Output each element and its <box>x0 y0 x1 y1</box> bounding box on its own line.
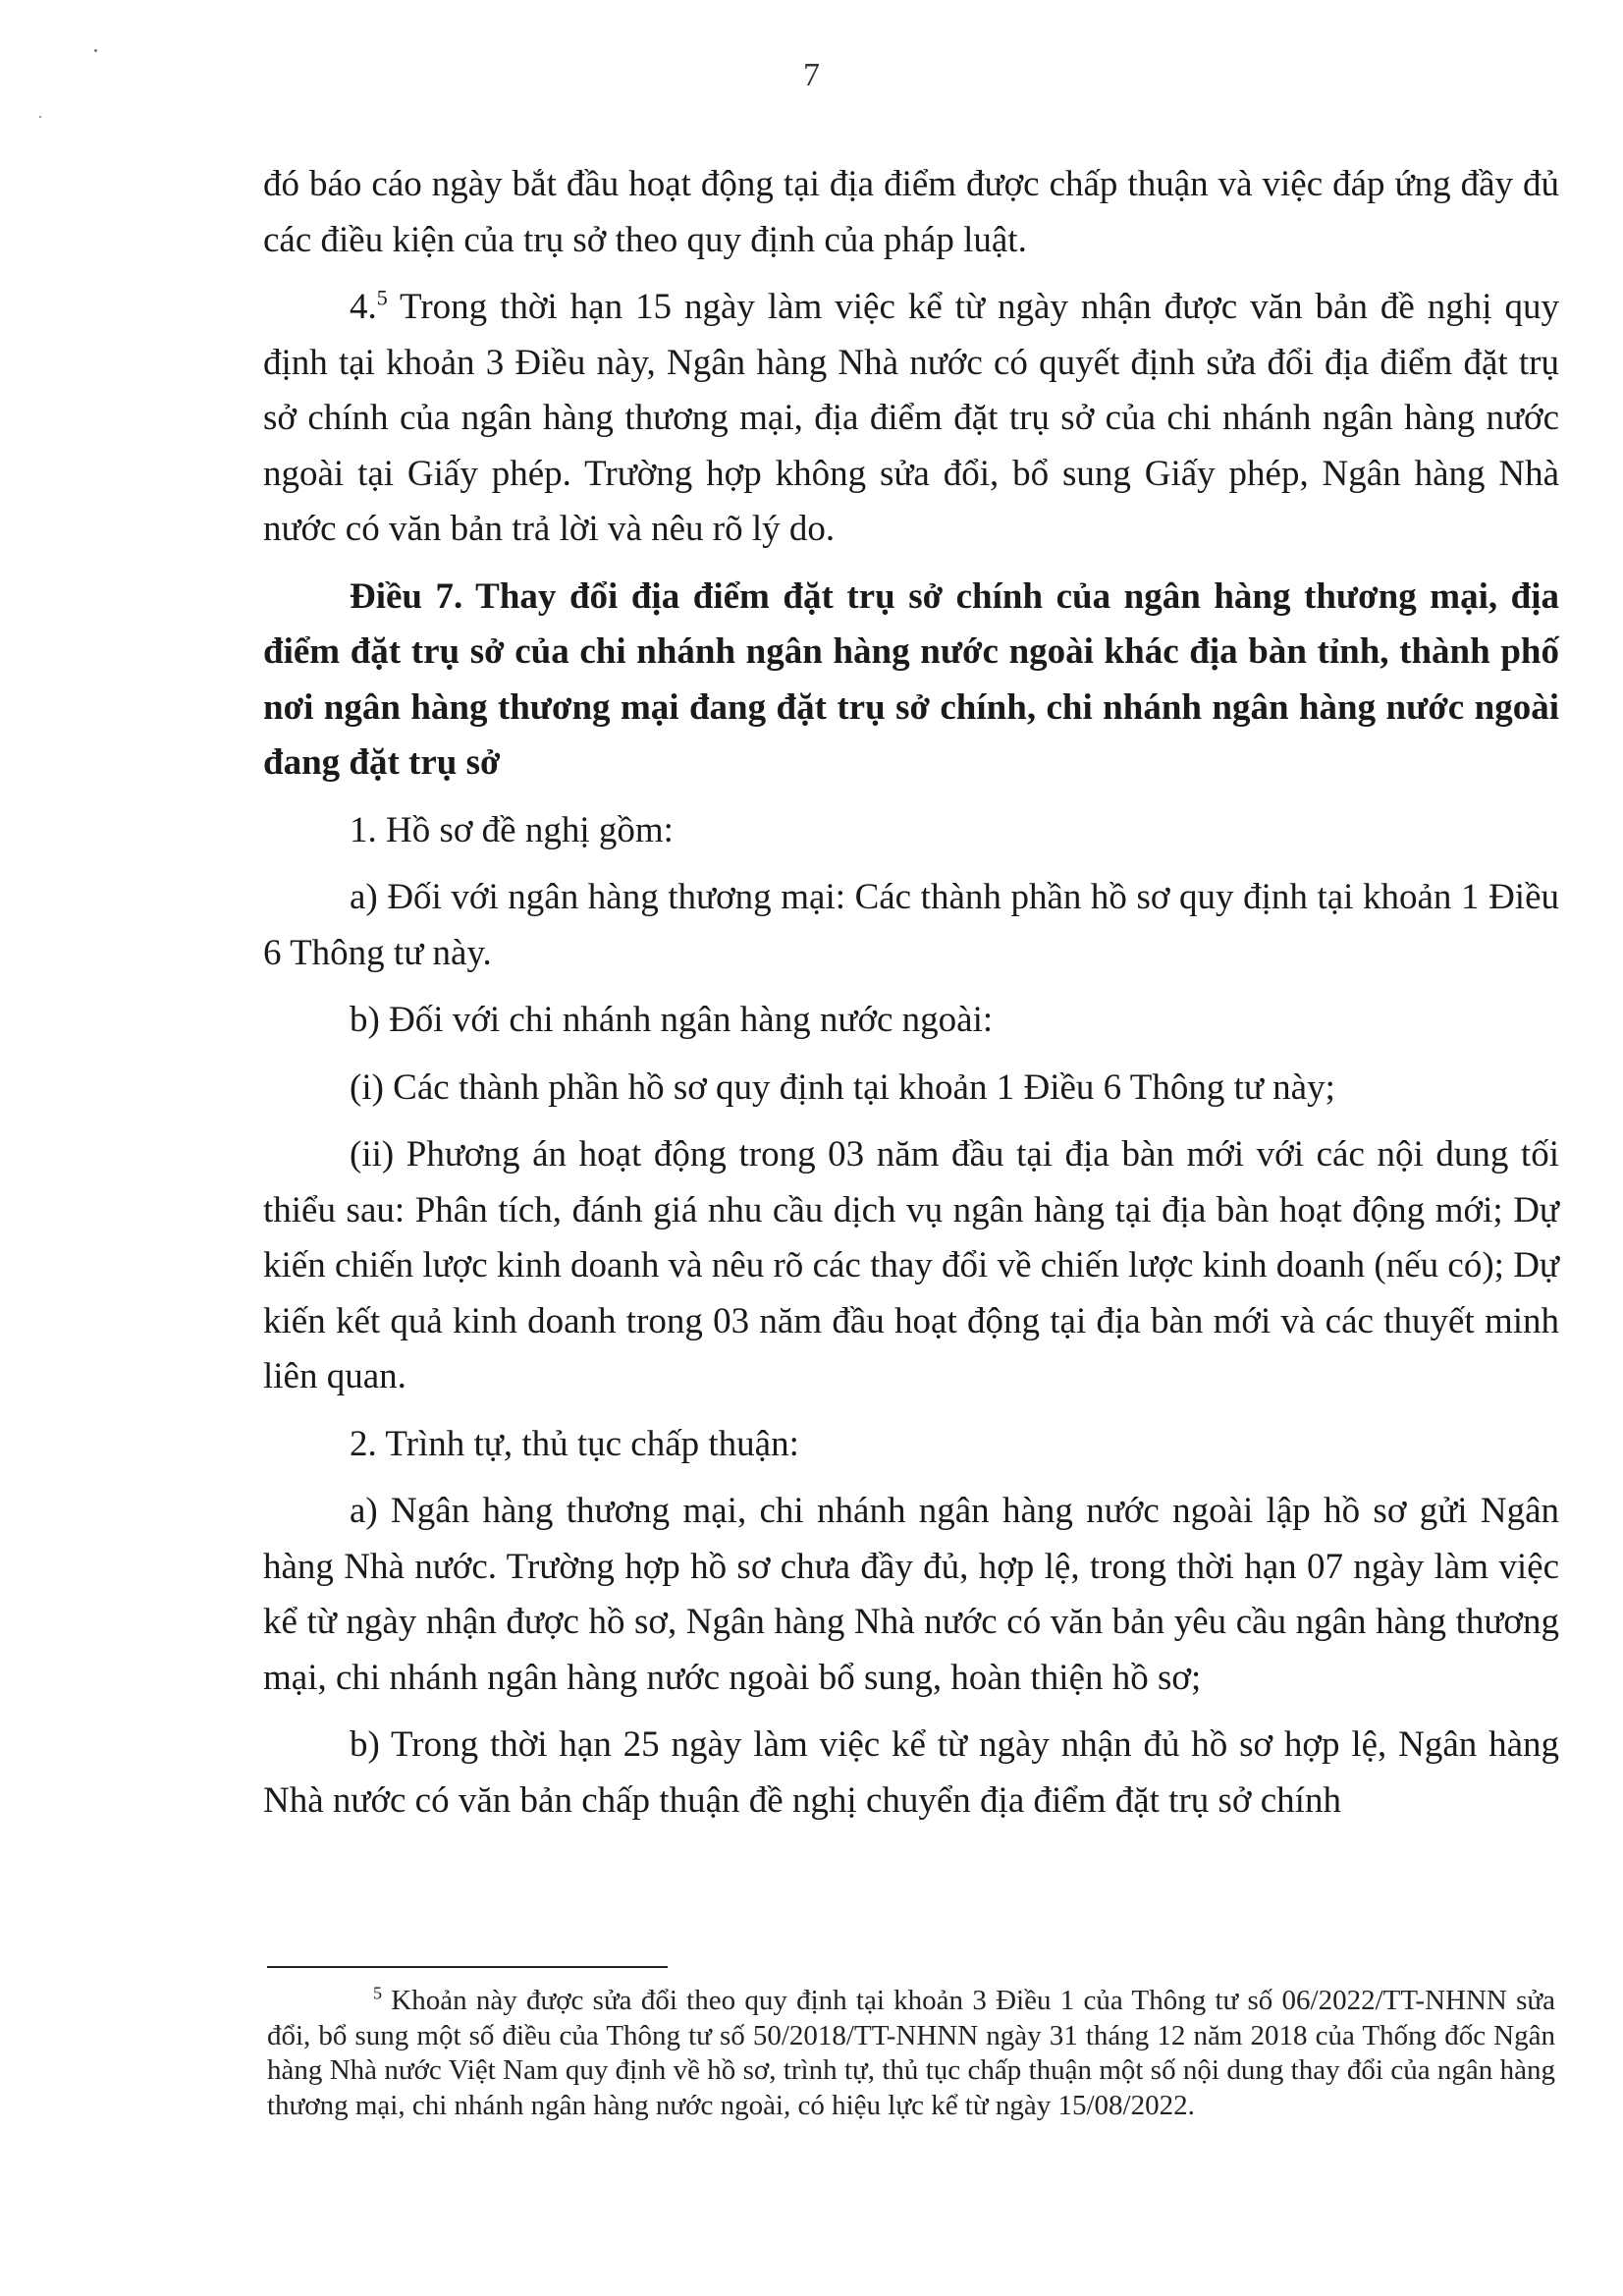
paragraph-item-i: (i) Các thành phần hồ sơ quy định tại khoản 1 Điều 6 Thông tư này; <box>350 1066 1335 1108</box>
paragraph-clause-4 <box>263 280 1559 558</box>
paragraph-continuation: đó báo cáo ngày bắt đầu hoạt động tại địa điểm được chấp thuận và việc đáp ứng đầy đủ các điều kiện của trụ sở theo quy định của pháp luật. <box>263 164 1559 260</box>
paragraph-item-ii: (ii) Phương án hoạt động trong 03 năm đầu tại địa bàn mới với các nội dung tối thiểu sau: Phân tích, đánh giá nhu cầu dịch vụ ngân hàng tại địa bàn hoạt động mới; Dự kiến chiến lược kinh doanh và nêu rõ các thay đổi về chiến lược kinh doanh (nếu có); Dự kiến kết quả kinh doanh trong 03 năm đầu hoạt động tại địa bàn mới và các thuyết minh liên quan. <box>263 1134 1559 1396</box>
paragraph-item-a: a) Đối với ngân hàng thương mại: Các thành phần hồ sơ quy định tại khoản 1 Điều 6 Thông tư này. <box>263 877 1559 973</box>
paragraph-item-2: 2. Trình tự, thủ tục chấp thuận: <box>350 1423 799 1464</box>
paragraph-item-1: 1. Hồ sơ đề nghị gồm: <box>350 809 674 850</box>
footnote-reference[interactable]: 5 <box>376 285 388 310</box>
paragraph-item-2a: a) Ngân hàng thương mại, chi nhánh ngân hàng nước ngoài lập hồ sơ gửi Ngân hàng Nhà nước. Trường hợp hồ sơ chưa đầy đủ, hợp lệ, trong thời hạn 07 ngày làm việc kể từ ngày nhận được hồ sơ, Ngân hàng Nhà nước có văn bản yêu cầu ngân hàng thương mại, chi nhánh ngân hàng nước ngoài bổ sung, hoàn thiện hồ sơ; <box>263 1491 1559 1698</box>
clause-text: Trong thời hạn 15 ngày làm việc kể từ ngày nhận được văn bản đề nghị quy định tại khoản 3 Điều này, Ngân hàng Nhà nước có quyết định sửa đổi địa điểm đặt trụ sở chính của ngân hàng thương mại, địa điểm đặt trụ sở của chi nhánh ngân hàng nước ngoài tại Giấy phép. Trường hợp không sửa đổi, bổ sung Giấy phép, Ngân hàng Nhà nước có văn bản trả lời và nêu rõ lý do. <box>263 287 1559 549</box>
footnote-body: Khoản này được sửa đổi theo quy định tại khoản 3 Điều 1 của Thông tư số 06/2022/TT-NHNN sửa đổi, bổ sung một số điều của Thông tư số 50/2018/TT-NHNN ngày 31 tháng 12 năm 2018 của Thống đốc Ngân hàng Nhà nước Việt Nam quy định về hồ sơ, trình tự, thủ tục chấp thuận một số nội dung thay đổi của ngân hàng thương mại, chi nhánh ngân hàng nước ngoài, có hiệu lực kể từ ngày 15/08/2022. <box>267 1985 1555 2121</box>
footnote-text <box>267 1984 1555 2123</box>
paragraph-item-b: b) Đối với chi nhánh ngân hàng nước ngoài: <box>350 1000 994 1040</box>
page-number: 7 <box>803 57 820 93</box>
footnote-separator <box>267 1966 668 1968</box>
clause-number: 4. <box>350 287 377 327</box>
document-body <box>263 157 1559 1840</box>
footnote-number: 5 <box>373 1983 382 2003</box>
scan-speck <box>94 49 97 52</box>
scan-speck <box>39 116 41 118</box>
footnote <box>267 1984 1555 2123</box>
article-heading: Điều 7. Thay đổi địa điểm đặt trụ sở chính của ngân hàng thương mại, địa điểm đặt trụ sở của chi nhánh ngân hàng nước ngoài khác địa bàn tỉnh, thành phố nơi ngân hàng thương mại đang đặt trụ sở chính, chi nhánh ngân hàng nước ngoài đang đặt trụ sở <box>263 575 1559 783</box>
paragraph-item-2b: b) Trong thời hạn 25 ngày làm việc kể từ ngày nhận đủ hồ sơ hợp lệ, Ngân hàng Nhà nước có văn bản chấp thuận đề nghị chuyển địa điểm đặt trụ sở chính <box>263 1724 1559 1821</box>
